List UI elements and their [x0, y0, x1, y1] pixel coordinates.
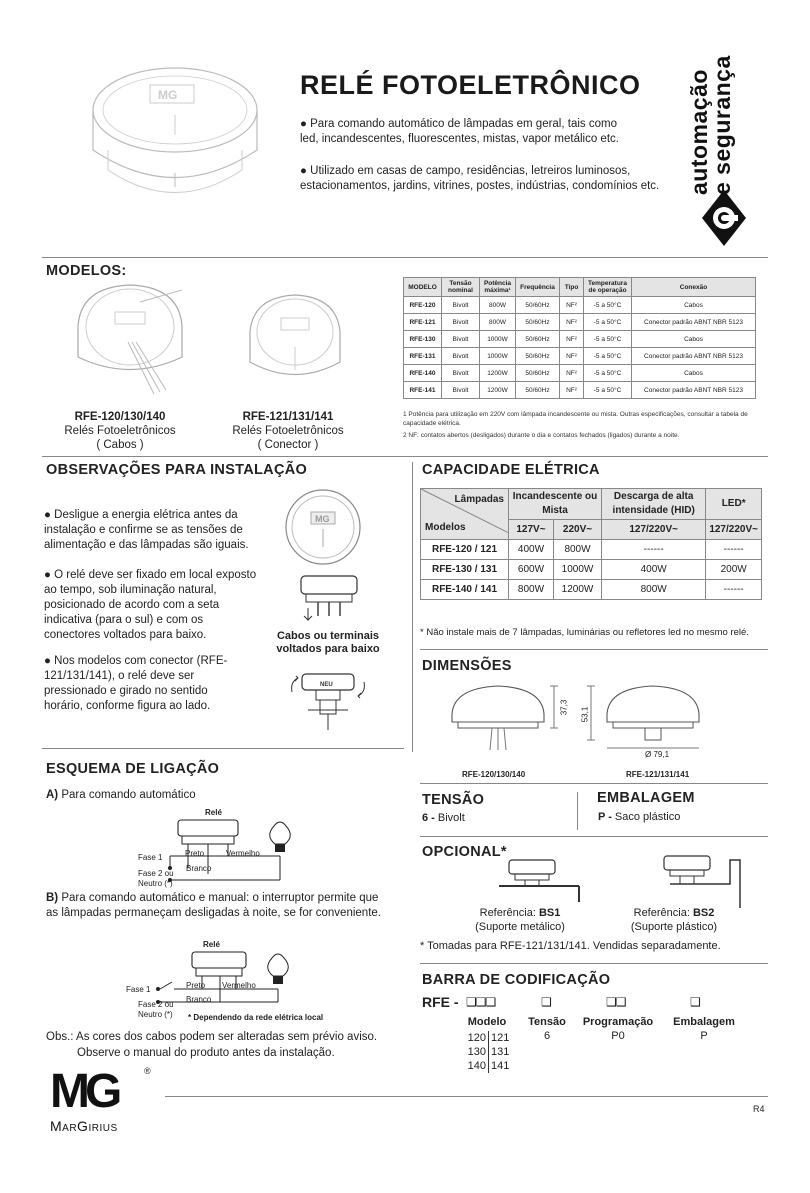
cell: 400W — [509, 540, 554, 560]
cell: NF² — [560, 314, 584, 331]
bs1-desc: (Suporte metálico) — [475, 921, 565, 933]
dimensions-title: DIMENSÕES — [422, 658, 512, 674]
intro-bullet-1: ● Para comando automático de lâmpadas em geral, tais como led, incandescentes, fluorescentes, mistas, vapor metálico etc. — [300, 118, 619, 145]
relay-top-view-icon — [283, 487, 363, 567]
cell: ------ — [706, 580, 762, 600]
capacity-note: * Não instale mais de 7 lâmpadas, luminárias ou refletores led no mesmo relé. — [420, 627, 749, 638]
table-row — [421, 540, 762, 560]
cell: 800W — [553, 540, 601, 560]
cell: RFE-140 — [404, 365, 442, 382]
intro-bullet-2: ● Utilizado em casas de campo, residências, letreiros luminosos, estacionamentos, jardins, vitrines, postes, indústrias, condomínios etc. — [300, 165, 660, 192]
cell: -5 a 50°C — [584, 365, 632, 382]
cell: -5 a 50°C — [584, 331, 632, 348]
svg-text:MG: MG — [315, 514, 330, 524]
dim-label-2: RFE-121/131/141 — [626, 770, 690, 779]
table-row — [421, 560, 762, 580]
install-bullet-1: ● Desligue a energia elétrica antes da instalação e confirme se as tensões de alimentação e das lâmpadas são iguais. — [44, 509, 249, 551]
bs2-support-icon — [660, 852, 750, 912]
tensao-title: TENSÃO — [422, 792, 485, 808]
cell: 50/60Hz — [516, 331, 560, 348]
embalagem-value: Saco plástico — [614, 811, 681, 823]
coding-box-tensao: ❑ — [541, 995, 552, 1009]
cell: RFE-121 — [404, 314, 442, 331]
cell: -5 a 50°C — [584, 382, 632, 399]
cell: Bivolt — [442, 348, 480, 365]
cell: RFE-141 — [404, 382, 442, 399]
brand-diamond-icon — [700, 188, 748, 248]
cell: 1200W — [553, 580, 601, 600]
branco-label-b: Branco — [186, 995, 212, 1004]
opcional-note: * Tomadas para RFE-121/131/141. Vendidas separadamente. — [420, 940, 721, 952]
table-row — [421, 580, 762, 600]
coding-h-tensao: Tensão — [528, 1016, 566, 1028]
coding-modelo-121: 121 — [491, 1032, 510, 1044]
cell: Conector padrão ABNT NBR 5123 — [632, 348, 756, 365]
capacity-sub-led: 127/220V~ — [706, 520, 762, 540]
cell: Cabos — [632, 365, 756, 382]
bs2-code: BS2 — [692, 907, 715, 919]
rotate-connector-icon — [288, 670, 368, 735]
bs2-desc: (Suporte plástico) — [630, 921, 718, 933]
cell: 800W — [509, 580, 554, 600]
cell: 1000W — [480, 331, 516, 348]
coding-modelo-131: 131 — [491, 1046, 510, 1058]
cell: RFE-130 — [404, 331, 442, 348]
th-conexao: Conexão — [632, 278, 756, 297]
bs1-ref-label: Referência: — [479, 907, 536, 919]
esquema-a-text: Para comando automático — [61, 789, 196, 801]
cell: Bivolt — [442, 382, 480, 399]
capacity-corner — [421, 489, 509, 540]
cell: 800W — [602, 580, 706, 600]
coding-modelo-141: 141 — [491, 1060, 510, 1072]
coding-box-modelo: ❑❑❑ — [466, 995, 496, 1009]
fase2-label-a: Fase 2 ou — [138, 869, 174, 878]
capacity-h-hid: Descarga de alta intensidade (HID) — [602, 489, 706, 520]
page-number: R4 — [753, 1104, 765, 1114]
install-bullet-2: ● O relé deve ser fixado em local exposto ao tempo, sob iluminação natural, posicionado de acordo com a seta indicativa (para o sul) e com os conectores voltados para baixo. — [44, 569, 257, 641]
cell: Conector padrão ABNT NBR 5123 — [632, 382, 756, 399]
coding-modelo-130: 130 — [467, 1046, 486, 1058]
install-bullet-3: ● Nos modelos com conector (RFE-121/131/141), o relé deve ser pressionado e girado no sentido horário, conforme figura ao lado. — [44, 655, 228, 712]
cell: 800W — [480, 314, 516, 331]
coding-h-modelo: Modelo — [467, 1016, 507, 1028]
models-spec-table — [403, 277, 756, 399]
side-brand-line-1: automação — [686, 69, 712, 195]
bs2-ref-label: Referência: — [633, 907, 690, 919]
model-caption-1-variant: ( Cabos ) — [96, 439, 144, 451]
page-title: RELÉ FOTOELETRÔNICO — [300, 70, 641, 100]
cell: RFE-131 — [404, 348, 442, 365]
preto-label-a: Preto — [185, 849, 205, 858]
cell: -5 a 50°C — [584, 348, 632, 365]
svg-text:NEU: NEU — [320, 682, 333, 688]
cell: -5 a 50°C — [584, 314, 632, 331]
model-caption-2-code: RFE-121/131/141 — [242, 411, 334, 423]
coding-tensao-value: 6 — [543, 1030, 551, 1042]
side-brand-line-2: e segurança — [709, 55, 735, 195]
table-row — [404, 331, 756, 348]
capacity-sub-220: 220V~ — [553, 520, 601, 540]
cell: 50/60Hz — [516, 348, 560, 365]
cell: Cabos — [632, 297, 756, 314]
cell: 800W — [480, 297, 516, 314]
rele-label-a: Relé — [205, 808, 222, 817]
svg-text:MG: MG — [158, 88, 178, 102]
coding-prefix: RFE - — [422, 994, 459, 1010]
cell: 400W — [602, 560, 706, 580]
coding-title: BARRA DE CODIFICAÇÃO — [422, 972, 611, 988]
coding-emb-value: P — [700, 1030, 708, 1042]
table-row — [404, 314, 756, 331]
dim-diameter: Ø 79,1 — [645, 750, 670, 759]
obs-line-2: Observe o manual do produto antes da instalação. — [77, 1047, 335, 1059]
opcional-title: OPCIONAL* — [422, 844, 507, 860]
table-row — [404, 382, 756, 399]
dimension-drawing-connector — [585, 684, 705, 754]
table-row — [404, 348, 756, 365]
coding-prog-value: P0 — [611, 1030, 625, 1042]
relay-cable-illustration — [70, 282, 190, 402]
preto-label-b: Preto — [186, 981, 206, 990]
cell: NF² — [560, 382, 584, 399]
cell: ------ — [706, 540, 762, 560]
cell: 1000W — [553, 560, 601, 580]
fase1-label-a: Fase 1 — [138, 853, 163, 862]
cell: 50/60Hz — [516, 314, 560, 331]
th-frequencia: Frequência — [516, 278, 560, 297]
bs1-support-icon — [495, 856, 585, 906]
dim-height-1: 37,3 — [559, 699, 569, 716]
model-caption-2-name: Relés Fotoeletrônicos — [232, 425, 344, 437]
coding-modelo-120: 120 — [467, 1032, 486, 1044]
esquema-b-text: Para comando automático e manual: o interruptor permite que as lâmpadas permaneçam desligadas à noite, se for conveniente. — [46, 892, 381, 919]
side-brand — [688, 55, 748, 195]
vermelho-label-b: Vermelho — [222, 981, 256, 990]
cell: -5 a 50°C — [584, 297, 632, 314]
model-caption-1-code: RFE-120/130/140 — [74, 411, 166, 423]
branco-label-a: Branco — [186, 864, 212, 873]
vermelho-label-a: Vermelho — [226, 849, 260, 858]
cell: 1000W — [480, 348, 516, 365]
tensao-value: Bivolt — [437, 812, 465, 824]
rele-label-b: Relé — [203, 940, 220, 949]
fase2-label-b: Fase 2 ou — [138, 1000, 174, 1009]
cell: Bivolt — [442, 365, 480, 382]
cell: Cabos — [632, 331, 756, 348]
relay-side-view-icon — [298, 574, 360, 624]
neutro-label-b: Neutro (*) — [138, 1010, 173, 1019]
th-tensao: Tensão nominal — [442, 278, 480, 297]
cell: 1200W — [480, 382, 516, 399]
cell: 50/60Hz — [516, 365, 560, 382]
cell: Conector padrão ABNT NBR 5123 — [632, 314, 756, 331]
capacity-h-incand: Incandescente ou Mista — [509, 489, 602, 520]
bs1-code: BS1 — [538, 907, 561, 919]
install-figure-caption: Cabos ou terminais voltados para baixo — [276, 630, 380, 655]
models-title: MODELOS: — [46, 263, 127, 279]
cell: Bivolt — [442, 297, 480, 314]
capacity-sub-127: 127V~ — [509, 520, 554, 540]
cell: NF² — [560, 365, 584, 382]
depend-note: * Dependendo da rede elétrica local — [188, 1013, 324, 1022]
models-footnote-1: 1 Potência para utilização em 220V com lâmpada incandescente ou mista. Outras especificações, consultar a tabela de capacidade elétrica. — [403, 411, 748, 427]
cell: RFE-130 / 131 — [421, 560, 509, 580]
dimension-drawing-cables — [448, 684, 568, 754]
capacity-h-modelos: Modelos — [425, 522, 466, 533]
coding-h-prog: Programação — [582, 1016, 654, 1028]
neutro-label-a: Neutro (*) — [138, 879, 173, 888]
install-title: OBSERVAÇÕES PARA INSTALAÇÃO — [46, 462, 308, 478]
table-row — [404, 365, 756, 382]
footer-registered: ® — [144, 1066, 151, 1076]
coding-modelo-140: 140 — [467, 1060, 486, 1072]
model-caption-2-variant: ( Conector ) — [257, 439, 319, 451]
capacity-h-led: LED* — [706, 489, 762, 520]
coding-box-prog: ❑❑ — [606, 995, 626, 1009]
cell: Bivolt — [442, 314, 480, 331]
footer-brand: MarGirius — [50, 1118, 118, 1134]
cell: 200W — [706, 560, 762, 580]
cell: RFE-120 — [404, 297, 442, 314]
embalagem-title: EMBALAGEM — [597, 790, 695, 806]
dim-label-1: RFE-120/130/140 — [462, 770, 526, 779]
obs-line-1: Obs.: As cores dos cabos podem ser alteradas sem prévio aviso. — [46, 1031, 378, 1043]
cell: RFE-140 / 141 — [421, 580, 509, 600]
fase1-label-b: Fase 1 — [126, 985, 151, 994]
capacity-h-lampadas: Lâmpadas — [454, 494, 504, 505]
cell: 50/60Hz — [516, 382, 560, 399]
cell: Bivolt — [442, 331, 480, 348]
relay-top-illustration — [90, 55, 280, 215]
coding-box-emb: ❑ — [690, 995, 701, 1009]
cell: 600W — [509, 560, 554, 580]
dim-height-2: 53,1 — [580, 706, 590, 723]
cell: ------ — [602, 540, 706, 560]
model-caption-1-name: Relés Fotoeletrônicos — [64, 425, 176, 437]
th-modelo: MODELO — [404, 278, 442, 297]
cell: 50/60Hz — [516, 297, 560, 314]
capacity-title: CAPACIDADE ELÉTRICA — [422, 462, 600, 478]
esquema-b-letter: B) — [46, 892, 59, 904]
table-row — [404, 297, 756, 314]
cell: NF² — [560, 348, 584, 365]
th-tipo: Tipo — [560, 278, 584, 297]
tensao-code: 6 - — [422, 812, 435, 824]
models-footnote-2: 2 NF: contatos abertos (desligados) durante o dia e contatos fechados (ligados) durante a noite. — [403, 432, 680, 439]
th-potencia: Potência máxima¹ — [480, 278, 516, 297]
cell: 1200W — [480, 365, 516, 382]
coding-h-emb: Embalagem — [673, 1016, 735, 1028]
esquema-a-letter: A) — [46, 789, 59, 801]
esquema-title: ESQUEMA DE LIGAÇÃO — [46, 761, 220, 777]
cell: RFE-120 / 121 — [421, 540, 509, 560]
th-temperatura: Temperatura de operação — [584, 278, 632, 297]
embalagem-code: P - — [598, 811, 612, 823]
relay-connector-illustration — [245, 292, 345, 402]
cell: NF² — [560, 331, 584, 348]
capacity-sub-hid: 127/220V~ — [602, 520, 706, 540]
cell: NF² — [560, 297, 584, 314]
capacity-table — [420, 488, 762, 600]
footer-logo: MG — [50, 1065, 118, 1118]
